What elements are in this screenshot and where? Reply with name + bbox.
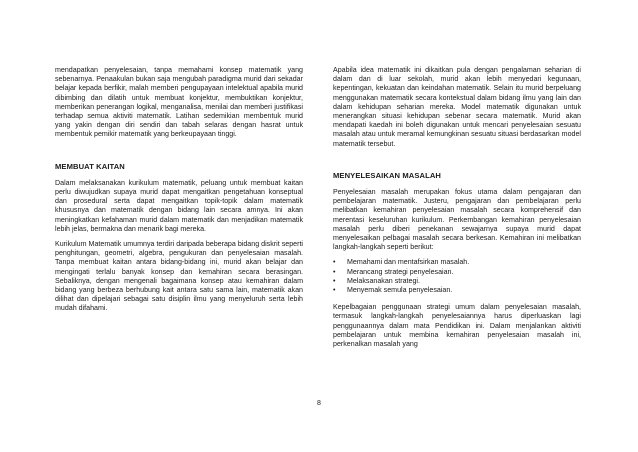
bullet-icon: • bbox=[333, 258, 336, 267]
bullet-icon: • bbox=[333, 286, 336, 295]
list-item: • Melaksanakan strategi. bbox=[333, 276, 420, 285]
left-column bbox=[55, 66, 303, 320]
paragraph-problem-solving-intro: Penyelesaian masalah merupakan fokus utama dalam pengajaran dan pembelajaran matematik. Justeru, pengajaran dan pembelajaran perlu melibatkan kemahiran penyelesaian masalah secara komprehensif dan merentasi keseluruhan kurikulum. Perkembangan kemahiran penyelesaian masalah perlu diberi penekanan sewajarnya supaya murid dapat menyelesaikan pelbagai masalah secara berkesan. Kemahiran ini melibatkan langkah-langkah seperti berikut: bbox=[333, 188, 581, 252]
list-item: • Menyemak semula penyelesaian. bbox=[333, 286, 453, 295]
bullet-icon: • bbox=[333, 276, 336, 285]
paragraph-connections-intro: Dalam melaksanakan kurikulum matematik, peluang untuk membuat kaitan perlu diwujudkan supaya murid dapat mengaitkan pengetahuan konseptual dan prosedural serta dapat mengaitkan topik-topik dalam matematik khususnya dan matematik dengan bidang lain secara amnya. Ini akan meningkatkan kefahaman murid dalam matematik dan menjadikan matematik lebih jelas, bermakna dan menarik bagi mereka. bbox=[55, 178, 303, 233]
page-number: 8 bbox=[317, 400, 321, 407]
bullet-icon: • bbox=[333, 267, 336, 276]
list-item: • Memahami dan mentafsirkan masalah. bbox=[333, 258, 470, 267]
paragraph-curriculum-areas: Kurikulum Matematik umumnya terdiri daripada beberapa bidang diskrit seperti penghitungan, geometri, algebra, pengukuran dan penyelesaian masalah. Tanpa membuat kaitan antara bidang-bidang ini, murid akan belajar dan mengingati terlalu banyak konsep dan kemahiran secara berasingan. Sebaliknya, dengan mengenali bagaimana konsep atau kemahiran dalam bidang yang berbeza berhubung kait antara satu sama lain, matematik akan dilihat dan dipelajari sebagai satu disiplin ilmu yang menyeluruh serta lebih mudah difahami. bbox=[55, 240, 303, 313]
list-item: • Merancang strategi penyelesaian. bbox=[333, 267, 454, 276]
paragraph-strategy-variety: Kepelbagaian penggunaan strategi umum dalam penyelesaian masalah, termasuk langkah-langkah penyelesaiannya harus diperluaskan lagi penggunaannya dalam mata Pendidikan ini. Dalam menjalankan aktiviti pembelajaran untuk membina kemahiran penyelesaian masalah ini, perkenalkan masalah yang bbox=[333, 303, 581, 349]
paragraph-everyday-math: Apabila idea matematik ini dikaitkan pula dengan pengalaman seharian di dalam dan di luar sekolah, murid akan lebih menyedari kegunaan, kepentingan, kekuatan dan keindahan matematik. Selain itu murid berpeluang menggunakan matematik secara kontekstual dalam bidang ilmu yang lain dan dalam kehidupan seharian mereka. Model matematik digunakan untuk menerangkan situasi kehidupan sebenar secara matematik. Murid akan mendapati kaedah ini boleh digunakan untuk mencari penyelesaian sesuatu masalah atau untuk meramal kemungkinan sesuatu situasi berdasarkan model matematik tersebut. bbox=[333, 66, 581, 148]
section-heading-membuat-kaitan: MEMBUAT KAITAN bbox=[55, 161, 125, 171]
right-column bbox=[333, 66, 581, 355]
paragraph-reasoning: mendapatkan penyelesaian, tanpa memahami konsep matematik yang sebenarnya. Penaakulan bukan saja mengubah paradigma murid dari sekadar belajar kepada berfikir, malah memberi pengupayaan intelektual apabila murid dibimbing dan dilatih untuk membuat konjektur, membuktikan konjektur, memberikan penerangan logikal, menganalisa, menilai dan memberi justifikasi terhadap semua aktiviti matematik. Latihan sedemikian membentuk murid yang yakin dengan diri sendiri dan tabah selaras dengan hasrat untuk membentuk pemikir matematik yang berkeupayaan tinggi. bbox=[55, 66, 303, 139]
section-heading-menyelesaikan-masalah: MENYELESAIKAN MASALAH bbox=[333, 170, 441, 180]
problem-solving-steps-list bbox=[333, 258, 581, 295]
